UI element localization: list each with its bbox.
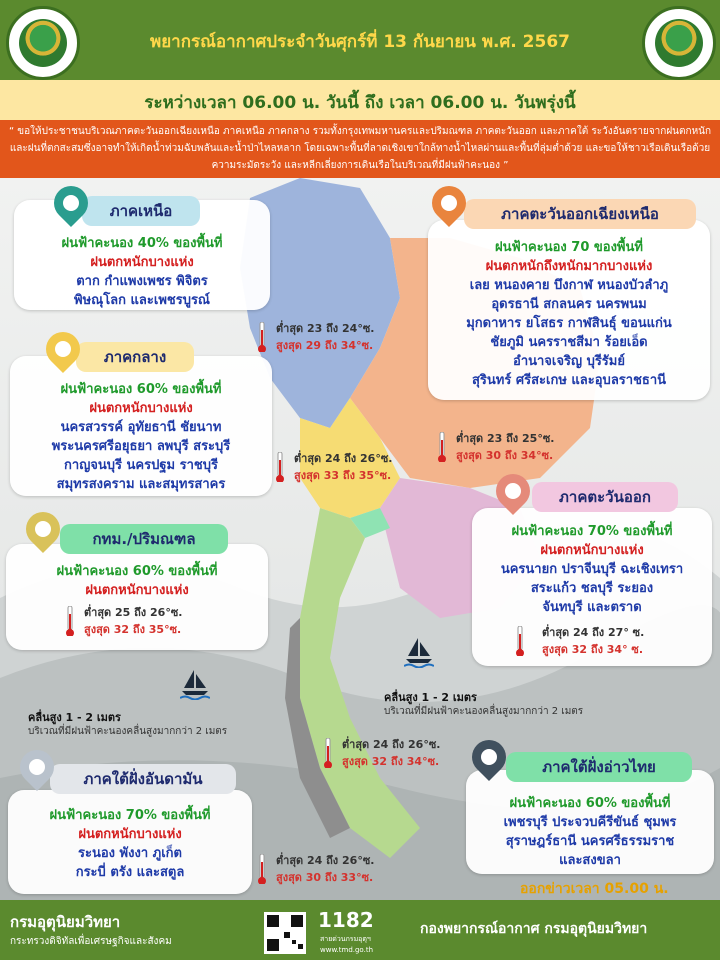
south-andaman-area: ระนอง พังงา ภูเก็ต [78, 846, 182, 861]
south-gulf-temp [342, 736, 440, 770]
bangkok-heavy: ฝนตกหนักบางแห่ง [85, 583, 189, 598]
east-rain: ฝนฟ้าคะนอง 70% ของพื้นที่ [511, 524, 673, 539]
south-andaman-high: สูงสุด 30 ถึง 33°ซ. [276, 871, 374, 884]
south-andaman-title: ภาคใต้ฝั่งอันดามัน [50, 764, 236, 794]
warning-notice: “ ขอให้ประชาชนบริเวณภาคตะวันออกเฉียงเหนือ ภาคเหนือ ภาคกลาง รวมทั้งกรุงเทพมหานครและปริมณฑล ภาคตะวันออก และภาคใต้ ระวังอันตรายจากฝนตกหนักและฝนที่ตกสะสมซึ่งอาจทำให้เกิดน้ำท่วมฉับพลันและน้ำป่าไหลหลาก โดยเฉพาะพื้นที่ลาดเชิงเขาใกล้ทางน้ำไหลผ่านและพื้นที่ลุ่มต่ำด้วย และขอให้ชาวเรือเดินเรือด้วยความระมัดระวัง และหลีกเลี่ยงการเดินเรือในบริเวณที่มีฝนฟ้าคะนอง ” [8, 126, 712, 171]
south-gulf-area: สุราษฎร์ธานี นครศรีธรรมราช [505, 834, 675, 849]
bangkok-rain: ฝนฟ้าคะนอง 60% ของพื้นที่ [56, 564, 218, 579]
north-high: สูงสุด 29 ถึง 34°ซ. [276, 339, 374, 352]
time-range: ระหว่างเวลา 06.00 น. วันนี้ ถึง เวลา 06.00 น. วันพรุ่งนี้ [144, 93, 576, 113]
northeast-area: อำนาจเจริญ บุรีรัมย์ [513, 354, 625, 369]
footer-ministry: กระทรวงดิจิทัลเพื่อเศรษฐกิจและสังคม [10, 936, 172, 947]
northeast-low: ต่ำสุด 23 ถึง 25°ซ. [456, 432, 555, 445]
east-low: ต่ำสุด 24 ถึง 27° ซ. [542, 626, 645, 639]
northeast-temp [456, 430, 554, 464]
thermometer-icon [276, 452, 284, 482]
south-gulf-rain: ฝนฟ้าคะนอง 60% ของพื้นที่ [509, 796, 671, 811]
east-area: สระแก้ว ชลบุรี ระยอง [530, 581, 654, 596]
south-andaman-rain: ฝนฟ้าคะนอง 70% ของพื้นที่ [49, 808, 211, 823]
central-area: พระนครศรีอยุธยา ลพบุรี สระบุรี [51, 439, 231, 454]
central-title: ภาคกลาง [76, 342, 194, 372]
south-andaman-forecast [8, 806, 252, 882]
thermometer-icon [324, 738, 332, 768]
central-temp [294, 450, 392, 484]
bangkok-high: สูงสุด 32 ถึง 35°ซ. [84, 623, 182, 636]
south-gulf-title: ภาคใต้ฝั่งอ่าวไทย [506, 752, 692, 782]
north-heavy: ฝนตกหนักบางแห่ง [90, 255, 194, 270]
thermometer-icon [438, 432, 446, 462]
thermometer-icon [66, 606, 74, 636]
northeast-area: อุดรธานี สกลนคร นครพนม [491, 297, 647, 312]
north-rain: ฝนฟ้าคะนอง 40% ของพื้นที่ [61, 236, 223, 251]
west-wave-title: คลื่นสูง 1 - 2 เมตร [28, 711, 121, 724]
footer-org: กรมอุตุนิยมวิทยา [10, 913, 121, 931]
central-rain: ฝนฟ้าคะนอง 60% ของพื้นที่ [60, 382, 222, 397]
east-area: จันทบุรี และตราด [542, 600, 642, 615]
northeast-rain: ฝนฟ้าคะนอง 70 ของพื้นที่ [495, 240, 643, 255]
qr-code-icon [264, 912, 306, 954]
issued-time: ออกข่าวเวลา 05.00 น. [520, 881, 669, 897]
central-forecast [10, 380, 272, 494]
footer-division: กองพยากรณ์อากาศ กรมอุตุนิยมวิทยา [420, 921, 648, 937]
east-area: นครนายก ปราจีนบุรี ฉะเชิงเทรา [500, 562, 684, 577]
central-area: นครสวรรค์ อุทัยธานี ชัยนาท [60, 420, 222, 435]
thermometer-icon [258, 322, 266, 352]
south-andaman-temp [276, 852, 374, 886]
central-heavy: ฝนตกหนักบางแห่ง [89, 401, 193, 416]
boat-icon [404, 636, 434, 668]
south-gulf-low: ต่ำสุด 24 ถึง 26°ซ. [342, 738, 441, 751]
northeast-area: สุรินทร์ ศรีสะเกษ และอุบลราชธานี [471, 373, 667, 388]
thermometer-icon [516, 626, 524, 656]
tmd-logo [642, 6, 716, 80]
northeast-title: ภาคตะวันออกเฉียงเหนือ [464, 199, 696, 229]
boat-icon [180, 668, 210, 700]
north-temp [276, 320, 374, 354]
website: www.tmd.go.th [320, 946, 373, 954]
east-high: สูงสุด 32 ถึง 34° ซ. [542, 643, 644, 656]
south-andaman-low: ต่ำสุด 24 ถึง 26°ซ. [276, 854, 375, 867]
thermometer-icon [258, 854, 266, 884]
south-gulf-area: และสงขลา [559, 853, 621, 868]
northeast-area: เลย หนองคาย บึงกาฬ หนองบัวลำภู [469, 278, 669, 293]
ministry-logo [6, 6, 80, 80]
north-low: ต่ำสุด 23 ถึง 24°ซ. [276, 322, 375, 335]
northeast-area: ชัยภูมิ นครราชสีมา ร้อยเอ็ด [490, 335, 648, 350]
south-gulf-forecast [466, 794, 714, 870]
central-low: ต่ำสุด 24 ถึง 26°ซ. [294, 452, 393, 465]
west-wave-note: บริเวณที่มีฝนฟ้าคะนองคลื่นสูงมากกว่า 2 เมตร [28, 726, 228, 737]
south-andaman-area: กระบี่ ตรัง และสตูล [75, 865, 185, 880]
hotline-number: 1182 [318, 908, 374, 932]
east-title: ภาคตะวันออก [532, 482, 678, 512]
northeast-area: มุกดาหาร ยโสธร กาฬสินธุ์ ขอนแก่น [466, 316, 672, 331]
bangkok-temp [84, 604, 182, 638]
north-forecast [14, 234, 270, 310]
east-wave-note: บริเวณที่มีฝนฟ้าคะนองคลื่นสูงมากกว่า 2 เมตร [384, 706, 584, 717]
hotline-label: สายด่วนกรมอุตุฯ [320, 935, 371, 943]
bangkok-forecast [6, 562, 268, 600]
east-forecast [472, 522, 712, 617]
east-temp [542, 624, 644, 658]
south-gulf-high: สูงสุด 32 ถึง 34°ซ. [342, 755, 440, 768]
northeast-heavy: ฝนตกหนักถึงหนักมากบางแห่ง [485, 259, 653, 274]
east-wave-title: คลื่นสูง 1 - 2 เมตร [384, 691, 477, 704]
central-area: สมุทรสงคราม และสมุทรสาคร [56, 477, 226, 492]
east-heavy: ฝนตกหนักบางแห่ง [540, 543, 644, 558]
north-title: ภาคเหนือ [82, 196, 200, 226]
northeast-forecast [428, 238, 710, 390]
bangkok-low: ต่ำสุด 25 ถึง 26°ซ. [84, 606, 183, 619]
north-area: ตาก กำแพงเพชร พิจิตร [76, 274, 208, 289]
south-gulf-area: เพชรบุรี ประจวบคีรีขันธ์ ชุมพร [503, 815, 677, 830]
south-andaman-heavy: ฝนตกหนักบางแห่ง [78, 827, 182, 842]
north-area: พิษณุโลก และเพชรบูรณ์ [74, 293, 210, 308]
bangkok-title: กทม./ปริมณฑล [60, 524, 228, 554]
page-title: พยากรณ์อากาศประจำวันศุกร์ที่ 13 กันยายน พ.ศ. 2567 [149, 32, 570, 52]
central-area: กาญจนบุรี นครปฐม ราชบุรี [64, 458, 218, 473]
central-high: สูงสุด 33 ถึง 35°ซ. [294, 469, 392, 482]
northeast-high: สูงสุด 30 ถึง 34°ซ. [456, 449, 554, 462]
